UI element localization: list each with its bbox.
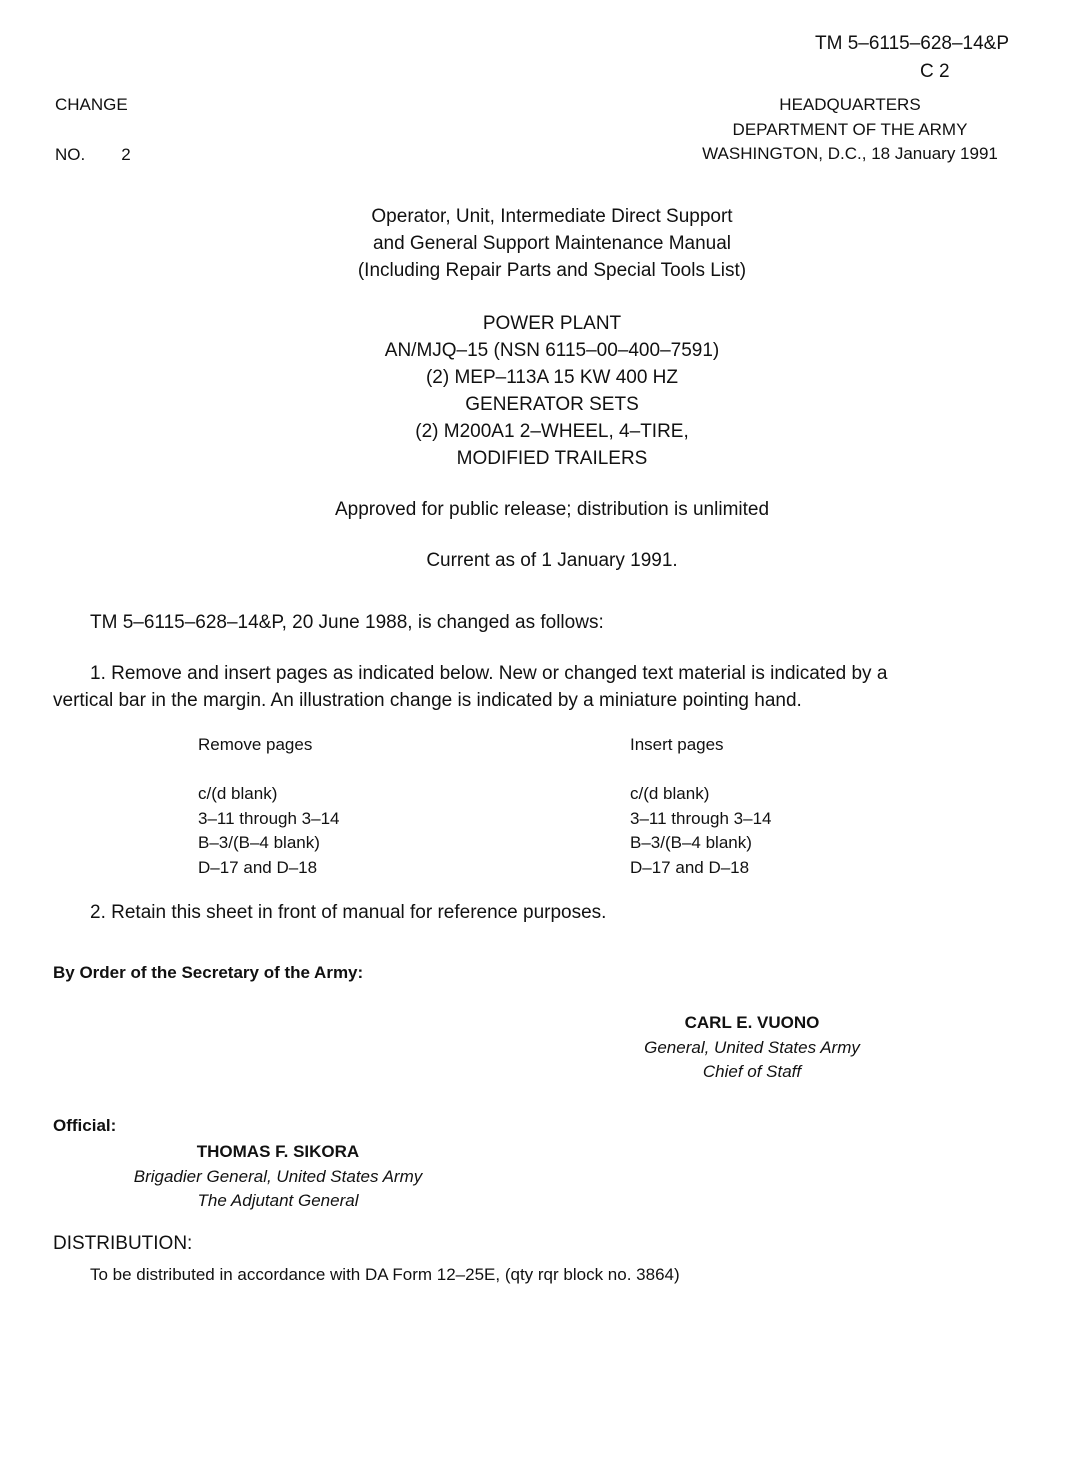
official-title: Brigadier General, United States Army [133,1166,423,1186]
signatory-block [602,1011,902,1085]
remove-page-entry: D–17 and D–18 [198,857,318,877]
remove-pages-list [198,782,339,880]
subject-line: (2) M200A1 2–WHEEL, 4–TIRE, [415,421,689,442]
equipment-subject [252,310,852,472]
subject-line: GENERATOR SETS [465,394,639,415]
remove-page-entry: c/(d blank) [198,784,278,803]
insert-page-entry: D–17 and D–18 [630,857,750,877]
official-name: THOMAS F. SIKORA [196,1142,360,1161]
headquarters-block [660,93,1040,167]
no-label: NO. [55,145,86,164]
change-intro: TM 5–6115–628–14&P, 20 June 1988, is changed as follows: [90,612,604,633]
signatory-name: CARL E. VUONO [684,1013,820,1032]
no-value: 2 [121,145,131,164]
hq-line: WASHINGTON, D.C., 18 January 1991 [702,144,998,163]
title-line: and General Support Maintenance Manual [372,233,732,254]
manual-title [252,203,852,284]
subject-line: AN/MJQ–15 (NSN 6115–00–400–7591) [384,340,720,361]
item1-line: vertical bar in the margin. An illustration change is indicated by a miniature pointing hand. [53,690,802,711]
change-label: CHANGE [55,95,128,114]
distribution-text: To be distributed in accordance with DA Form 12–25E, (qty rqr block no. 3864) [90,1265,680,1284]
release-statement: Approved for public release; distribution is unlimited [334,499,770,520]
insert-pages-list [630,782,771,880]
insert-page-entry: 3–11 through 3–14 [630,808,772,828]
item1-line: 1. Remove and insert pages as indicated below. New or changed text material is indicated by a [90,663,888,684]
official-label: Official: [53,1116,117,1135]
subject-line: MODIFIED TRAILERS [456,448,648,469]
official-block [98,1140,458,1214]
subject-line: (2) MEP–113A 15 KW 400 HZ [425,367,679,388]
insert-page-entry: B–3/(B–4 blank) [630,833,752,852]
insert-page-entry: c/(d blank) [630,784,710,803]
by-order-line: By Order of the Secretary of the Army: [53,963,364,982]
instruction-item-2: 2. Retain this sheet in front of manual for reference purposes. [90,902,607,923]
current-as-of: Current as of 1 January 1991. [426,550,678,571]
remove-pages-header: Remove pages [198,735,313,754]
subject-line: POWER PLANT [482,313,622,334]
signatory-title: General, United States Army [644,1037,860,1057]
remove-page-entry: B–3/(B–4 blank) [198,833,320,852]
title-line: Operator, Unit, Intermediate Direct Support [371,206,733,227]
change-code: C 2 [920,61,950,82]
hq-line: DEPARTMENT OF THE ARMY [732,119,968,139]
signatory-title: Chief of Staff [702,1062,802,1081]
change-number-label [55,143,131,168]
distribution-label: DISTRIBUTION: [53,1233,193,1254]
hq-line: HEADQUARTERS [779,95,921,114]
document-id: TM 5–6115–628–14&P [815,33,1010,54]
instruction-item-1 [53,660,887,714]
insert-pages-header: Insert pages [630,735,724,754]
remove-page-entry: 3–11 through 3–14 [198,808,340,828]
official-title: The Adjutant General [197,1191,359,1210]
title-line: (Including Repair Parts and Special Tools List) [357,260,747,281]
